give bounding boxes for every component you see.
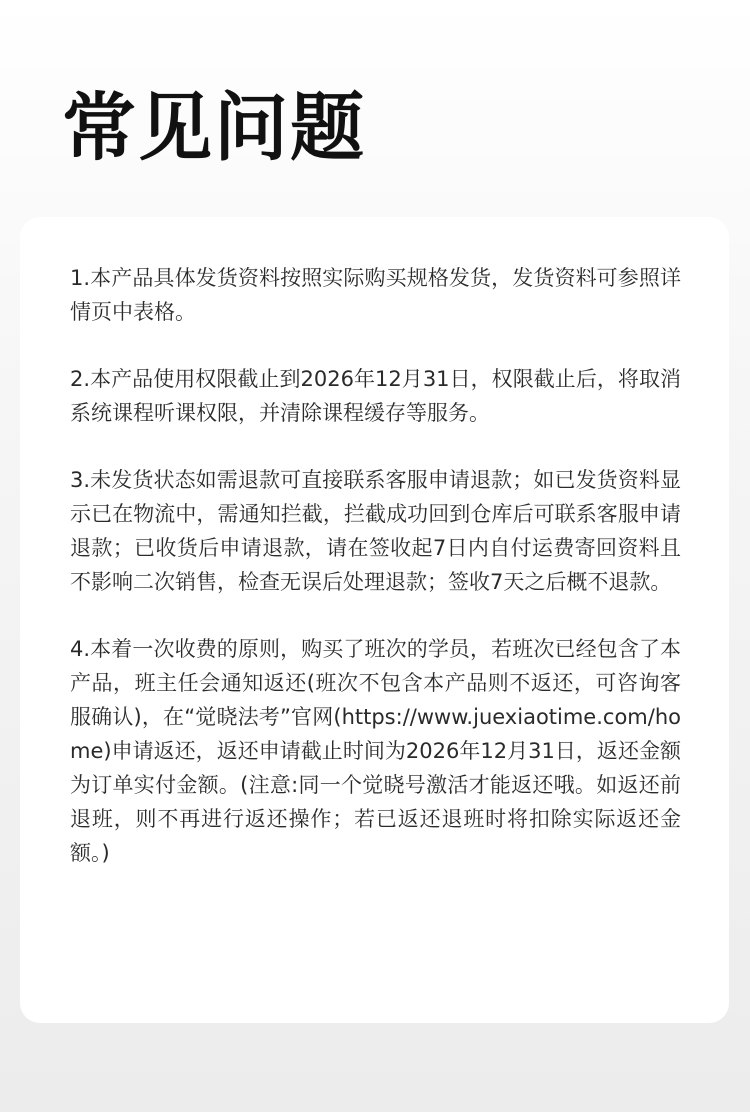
page-title: 常见问题	[62, 85, 366, 171]
faq-item-4: 4.本着一次收费的原则，购买了班次的学员，若班次已经包含了本产品，班主任会通知返还(班次不包含本产品则不返还，可咨询客服确认)，在“觉晓法考”官网(https://www.juexiaotime.com/home)申请返还，返还申请截止时间为2026年12月31日，返还金额为订单实付金额。(注意:同一个觉晓号激活才能返还哦。如返还前退班，则不再进行返还操作；若已返还退班时将扣除实际返还金额。)	[70, 637, 681, 865]
faq-item-3: 3.未发货状态如需退款可直接联系客服申请退款；如已发货资料显示已在物流中，需通知拦截，拦截成功回到仓库后可联系客服申请退款；已收货后申请退款，请在签收起7日内自付运费寄回资料且不影响二次销售，检查无误后处理退款；签收7天之后概不退款。	[70, 468, 681, 594]
faq-item-1: 1.本产品具体发货资料按照实际购买规格发货，发货资料可参照详情页中表格。	[70, 266, 681, 324]
faq-item-2: 2.本产品使用权限截止到2026年12月31日，权限截止后，将取消系统课程听课权限，并清除课程缓存等服务。	[70, 367, 681, 425]
faq-card	[20, 217, 729, 1023]
